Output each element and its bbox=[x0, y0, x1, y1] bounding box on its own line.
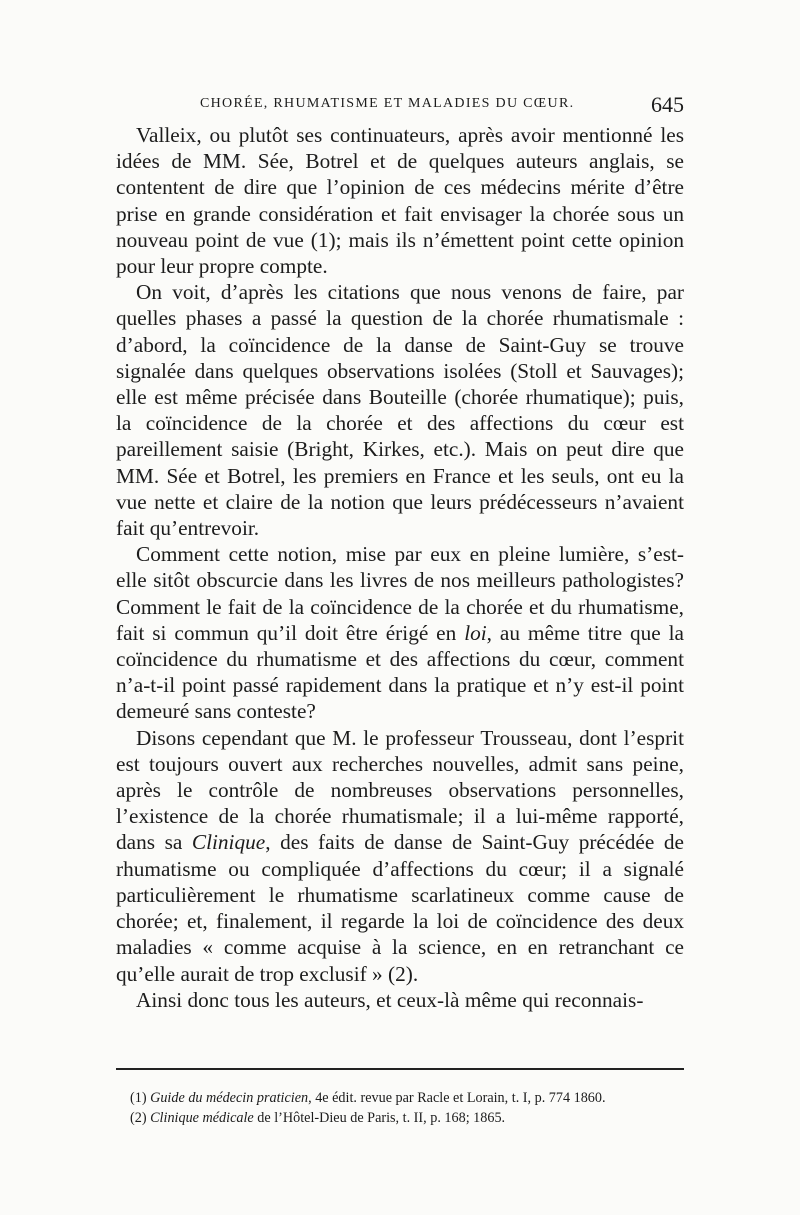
paragraph-text: Comment cette notion, mise par eux en pleine lumière, s’est-elle sitôt obscurcie dans les livres de nos meilleurs pathologistes? Comment le fait de la coïncidence de la chorée et du rhumatisme, fait si commun qu’il doit être érigé en bbox=[116, 542, 684, 645]
paragraph: On voit, d’après les citations que nous venons de faire, par quelles phases a passé la question de la chorée rhumatismale : d’abord, la coïncidence de la danse de Saint-Guy se trouve signalée dans quelques observations isolées (Stoll et Sauvages); elle est même précisée dans Bouteille (chorée rhumatique); puis, la coïncidence de la chorée et des affections du cœur est pareillement saisie (Bright, Kirkes, etc.). Mais on peut dire que MM. Sée et Botrel, les premiers en France et les seuls, ont eu la vue nette et claire de la notion que leurs prédécesseurs n’avaient fait qu’entrevoir. bbox=[116, 280, 684, 541]
footnotes bbox=[116, 1088, 684, 1128]
paragraph: Valleix, ou plutôt ses continuateurs, après avoir mentionné les idées de MM. Sée, Botrel et de quelques auteurs anglais, se contentent de dire que l’opinion de ces médecins mérite d’être prise en grande considération et fait envisager la chorée sous un nouveau point de vue (1); mais ils n’émettent point cette opinion pour leur propre compte. bbox=[116, 123, 684, 279]
italic-title: Clinique bbox=[191, 830, 266, 855]
footnote-source: Guide du médecin praticien bbox=[150, 1090, 309, 1106]
page-number: 645 bbox=[651, 92, 684, 117]
footnote-mark: (2) bbox=[130, 1110, 147, 1126]
footnote bbox=[116, 1088, 684, 1108]
paragraph-text: Disons cependant que M. le professeur Trousseau, dont l’esprit est toujours ouvert aux recherches nouvelles, admit sans peine, après le contrôle de nombreuses observations personnelles, l’existence de la chorée rhumatismale; il a lui-même rapporté, dans sa bbox=[116, 725, 684, 855]
running-head bbox=[116, 92, 684, 122]
footnote-mark: (1) bbox=[130, 1090, 147, 1106]
italic-term: loi bbox=[464, 620, 487, 645]
footnote-text: , 4e édit. revue par Racle et Lorain, t. I, p. 774 1860. bbox=[308, 1090, 606, 1106]
paragraph: Ainsi donc tous les auteurs, et ceux-là même qui reconnais- bbox=[136, 987, 644, 1012]
footnote-source: Clinique médicale bbox=[150, 1110, 254, 1126]
chapter-title: CHORÉE, RHUMATISME ET MALADIES DU CŒUR. bbox=[200, 96, 575, 111]
body-text bbox=[116, 122, 684, 1013]
footnote bbox=[116, 1108, 684, 1128]
paragraph-text: , au même titre que la coïncidence du rhumatisme et des affections du cœur, comment n’a-t-il point passé rapidement dans la pratique et n’y est-il point demeuré sans conteste? bbox=[116, 620, 685, 724]
paragraph bbox=[116, 541, 684, 724]
paragraph-text: , des faits de danse de Saint-Guy précédée de rhumatisme ou compliquée d’affections du cœur; il a signalé particulièrement le rhumatisme scarlatineux comme cause de chorée; et, finalement, il regarde la loi de coïncidence des deux maladies « comme acquise à la science, en en retranchant ce qu’elle aurait de trop exclusif » (2). bbox=[116, 830, 684, 986]
footnote-text: de l’Hôtel-Dieu de Paris, t. II, p. 168; 1865. bbox=[253, 1110, 506, 1126]
footnote-rule bbox=[116, 1068, 684, 1070]
paragraph bbox=[116, 725, 684, 987]
